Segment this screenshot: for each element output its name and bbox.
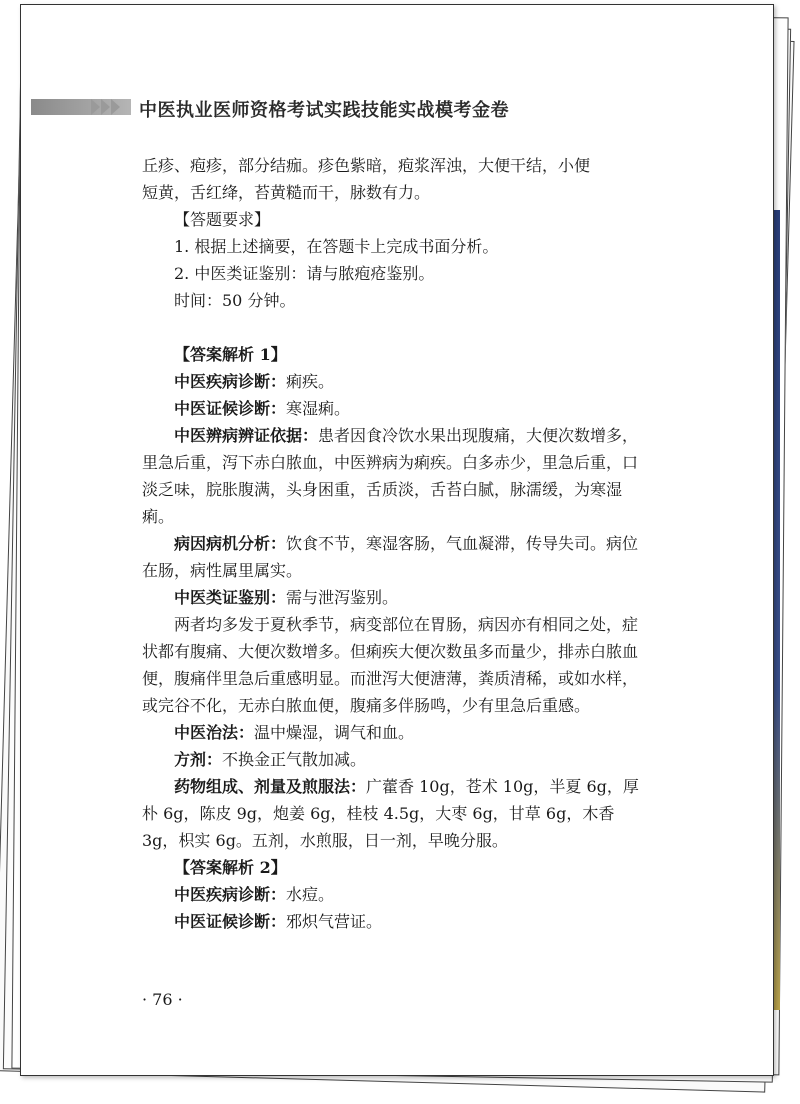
chevron-right-icon <box>91 99 100 115</box>
intro-line: 丘疹、疱疹，部分结痂。疹色紫暗，疱浆浑浊，大便干结，小便 <box>142 156 591 175</box>
answer-2-heading: 【答案解析 2】 <box>174 858 287 877</box>
page-content <box>142 152 642 935</box>
answer-1-syndrome: 中医证候诊断：寒湿痢。 <box>174 399 351 418</box>
answer-1-formula: 方剂：不换金正气散加减。 <box>174 750 367 769</box>
requirement-item: 2. 中医类证鉴别：请与脓疱疮鉴别。 <box>174 264 435 283</box>
answer-2-diagnosis: 中医疾病诊断：水痘。 <box>174 885 335 904</box>
answer-1-differential: 中医类证鉴别：需与泄泻鉴别。 <box>174 588 399 607</box>
answer-1-herbs: 药物组成、剂量及煎服法：广藿香 10g，苍术 10g，半夏 6g，厚朴 6g，陈皮 9g，炮姜 6g，桂枝 4.5g，大枣 6g，甘草 6g，木香 3g，枳实 6g。五剂，水煎服，日一剂，早晚分服。 <box>142 777 639 850</box>
answer-1-cause: 病因病机分析：饮食不节，寒湿客肠，气血凝滞，传导失司。病位在肠，病性属里属实。 <box>142 534 639 580</box>
intro-line: 短黄，舌红绛，苔黄糙而干，脉数有力。 <box>142 183 431 202</box>
answer-1-diagnosis: 中医疾病诊断：痢疾。 <box>174 372 335 391</box>
page-number: · 76 · <box>142 990 183 1009</box>
answer-1-heading: 【答案解析 1】 <box>174 345 287 364</box>
requirements-heading: 【答题要求】 <box>174 210 271 229</box>
time-limit: 时间：50 分钟。 <box>174 291 296 310</box>
answer-1-basis: 中医辨病辨证依据：患者因食冷饮水果出现腹痛，大便次数增多，里急后重，泻下赤白脓血，中医辨病为痢疾。白多赤少，里急后重，口淡乏味，脘胀腹满，头身困重，舌质淡，舌苔白腻，脉濡缓，为寒湿痢。 <box>142 426 639 526</box>
chevron-right-icon <box>111 99 120 115</box>
chevron-right-icon <box>101 99 110 115</box>
answer-1-method: 中医治法：温中燥湿，调气和血。 <box>174 723 415 742</box>
answer-2-syndrome: 中医证候诊断：邪炽气营证。 <box>174 912 383 931</box>
header-title: 中医执业医师资格考试实践技能实战模考金卷 <box>139 100 509 121</box>
requirement-item: 1. 根据上述摘要，在答题卡上完成书面分析。 <box>174 237 499 256</box>
answer-1-differential-text: 两者均多发于夏秋季节，病变部位在胃肠，病因亦有相同之处，症状都有腹痛、大便次数增多。但痢疾大便次数虽多而量少，排赤白脓血便，腹痛伴里急后重感明显。而泄泻大便溏薄，粪质清稀，或如水样，或完谷不化，无赤白脓血便，腹痛多伴肠鸣，少有里急后重感。 <box>142 615 639 715</box>
